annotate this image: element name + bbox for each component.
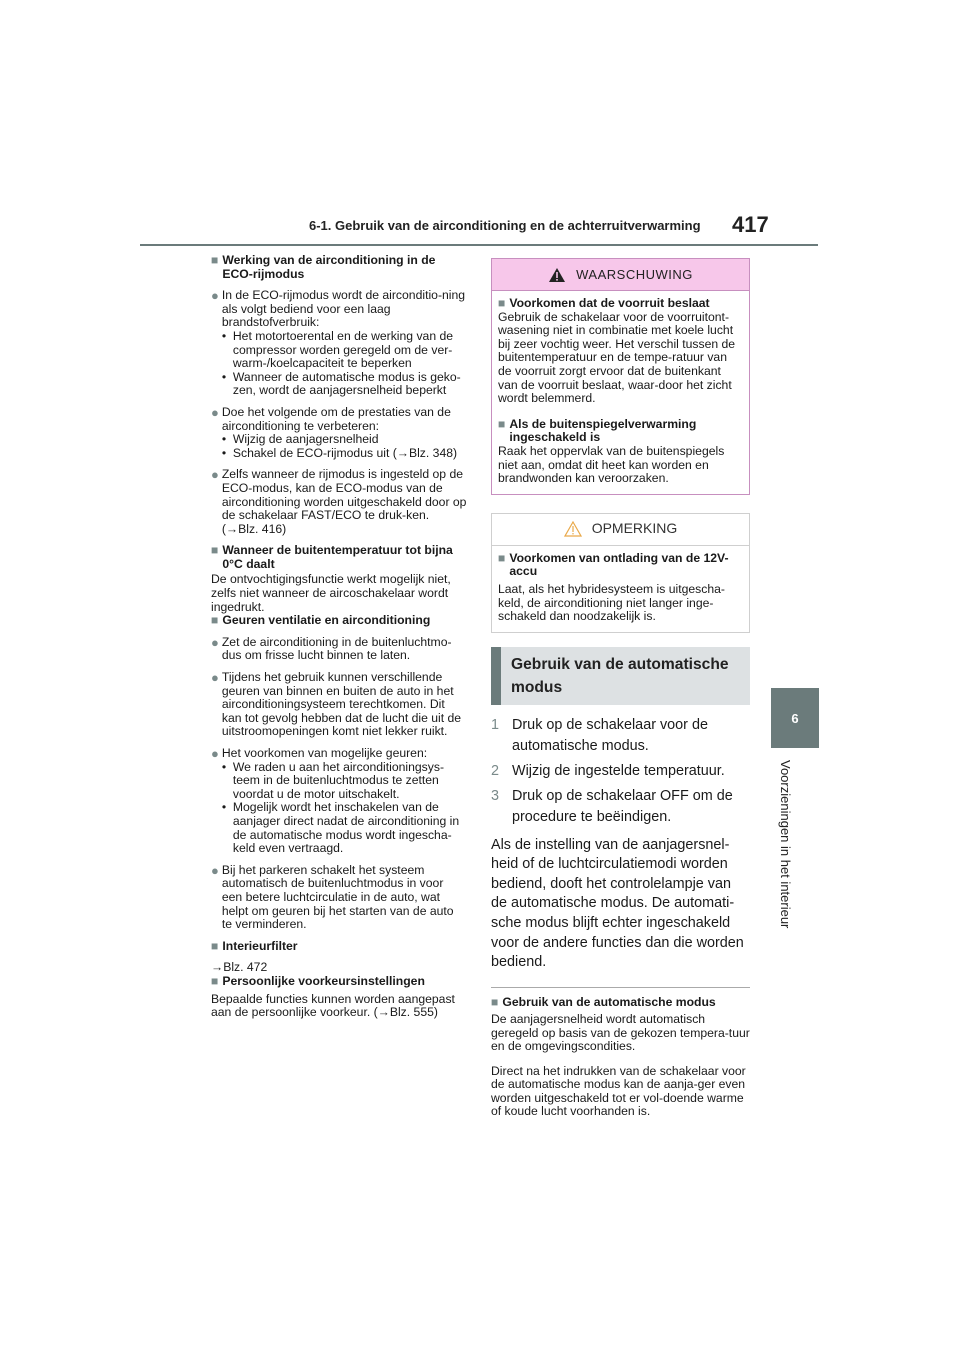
section-title: Gebruik van de automatische modus (491, 647, 750, 705)
step-item (491, 715, 750, 757)
dash-icon: • (221, 432, 227, 447)
sub-heading (491, 996, 750, 1010)
sub-item (222, 371, 467, 398)
heading-text: Geuren ventilatie en airconditioning (222, 613, 431, 628)
square-bullet-icon: ■ (211, 543, 219, 558)
section-heading (211, 975, 467, 989)
warning-header (492, 259, 749, 291)
sub-text: We raden u aan het airconditioningsys-teem in de buitenluchtmodus te zetten voordat u de motor uitschakelt. (232, 759, 445, 801)
header-rule (140, 244, 818, 246)
heading-text: Voorkomen dat de voorruit beslaat (509, 296, 710, 310)
bullet-item (211, 636, 467, 663)
dash-icon: • (221, 445, 227, 460)
dash-icon: • (221, 328, 227, 343)
sub-item (222, 761, 467, 802)
square-bullet-icon: ■ (211, 938, 219, 953)
heading-text: Wanneer de buitentemperatuur tot bijna 0°C daalt (222, 543, 453, 571)
step-item (491, 786, 750, 828)
note-heading (498, 552, 741, 579)
section-heading (211, 614, 467, 628)
heading-text: Interieurfilter (222, 938, 298, 953)
square-bullet-icon: ■ (491, 994, 499, 1009)
sub-item (222, 433, 467, 447)
bullet-item (211, 289, 467, 398)
bullet-item (211, 406, 467, 460)
sub-text: Schakel de ECO-rijmodus uit (→Blz. 348) (232, 445, 458, 460)
bullet-item (211, 671, 467, 739)
body-text: De aanjagersnelheid wordt automatisch geregeld op basis van de gekozen tempera-tuur en de omgevingscondities. (491, 1012, 750, 1053)
note-header (492, 514, 749, 546)
warning-heading (498, 297, 741, 311)
bullet-item (211, 864, 467, 932)
dot-bullet-icon: ● (211, 467, 219, 483)
dot-bullet-icon: ● (211, 404, 219, 420)
square-bullet-icon: ■ (211, 253, 219, 267)
right-column (491, 258, 750, 1124)
warning-text: Gebruik de schakelaar voor de voorruitont-wasening niet in combinatie met koele lucht bij zeer vochtig weer. Het verschil tussen de buitentemperatuur en de tempe-ratuur van de voorruit zorgt ervoor dat de buitenkant van de voorruit beslaat, waar-door het zicht wordt belemmerd. (498, 309, 736, 406)
step-number: 2 (491, 762, 500, 779)
caution-triangle-icon (564, 521, 582, 537)
body-text: Direct na het indrukken van de schakelaar voor de automatische modus kan de aanja-ger even worden uitgeschakeld tot er vol-doende warme of koude lucht voorhanden is. (491, 1064, 746, 1118)
sub-text: Wanneer de automatische modus is geko-zen, wordt de aanjagersnelheid beperkt (232, 369, 461, 398)
chapter-header: 6-1. Gebruik van de airconditioning en de achterruitverwarming (309, 218, 701, 233)
sub-item (222, 447, 467, 461)
body-text: Bepaalde functies kunnen worden aangepast aan de persoonlijke voorkeur. (→Blz. 555) (211, 991, 455, 1020)
heading-text: Gebruik van de automatische modus (502, 994, 716, 1009)
square-bullet-icon: ■ (498, 296, 506, 310)
dash-icon: • (221, 369, 227, 384)
dot-bullet-icon: ● (211, 288, 219, 304)
bullet-text: Tijdens het gebruik kunnen verschillende geuren van binnen en buiten de auto in het airconditioningsysteem terechtkomen. Dit kan tot gevolg hebben dat de lucht die uit de uitstroomopeningen komt niet lekker ruikt. (221, 670, 462, 739)
dot-bullet-icon: ● (211, 670, 219, 686)
warning-heading (498, 418, 741, 445)
sub-item (222, 801, 467, 855)
left-column (211, 254, 467, 1020)
warning-title: WAARSCHUWING (576, 266, 693, 282)
bullet-text: Het voorkomen van mogelijke geuren: (221, 746, 428, 760)
square-bullet-icon: ■ (498, 550, 506, 565)
square-bullet-icon: ■ (498, 416, 506, 431)
bullet-text: Zet de airconditioning in de buitenluchtmo-dus om frisse lucht binnen te laten. (221, 634, 452, 663)
step-text: Druk op de schakelaar voor de automatische modus. (512, 716, 708, 754)
heading-text: Als de buitenspiegelverwarming ingeschakeld is (509, 416, 697, 445)
divider (491, 987, 750, 988)
page-reference: →Blz. 472 (211, 960, 268, 975)
step-text: Wijzig de ingestelde temperatuur. (512, 762, 725, 779)
bullet-text: Doe het volgende om de prestaties van de airconditioning te verbeteren: (221, 404, 451, 433)
bullet-item (211, 747, 467, 856)
dot-bullet-icon: ● (211, 862, 219, 878)
body-paragraph: Als de instelling van de aanjagersnel-heid of de luchtcirculatiemodi worden bediend, dooft het controlelampje van de automatische modus. De automati-sche modus blijft echter ingeschakeld voor de andere functies dan die worden bediend. (491, 836, 744, 971)
dash-icon: • (221, 759, 227, 774)
bullet-text: In de ECO-rijmodus wordt de airconditio-ning als volgt bediend voor een laag brandstofverbruik: (221, 288, 466, 330)
section-heading (211, 254, 467, 281)
warning-box (491, 258, 750, 495)
square-bullet-icon: ■ (211, 973, 219, 988)
body-text: De ontvochtigingsfunctie werkt mogelijk niet, zelfs niet wanneer de aircoschakelaar wordt ingedrukt. (211, 572, 451, 614)
step-text: Druk op de schakelaar OFF om de procedure te beëindigen. (512, 787, 733, 825)
bullet-item (211, 468, 467, 536)
page-number: 417 (732, 212, 769, 237)
sub-item (222, 330, 467, 371)
step-item (491, 761, 750, 782)
bullet-text: Bij het parkeren schakelt het systeem automatisch de buitenluchtmodus in voor een betere luchtcirculatie in de auto, wat helpt om geuren bij het starten van de auto te verminderen. (221, 862, 454, 932)
heading-text: Werking van de airconditioning in de ECO-rijmodus (222, 253, 436, 281)
section-heading (211, 940, 467, 954)
sub-text: Mogelijk wordt het inschakelen van de aanjager direct nadat de airconditioning in de automatische modus wordt ingescha-keld even vertraagd. (232, 800, 460, 856)
dot-bullet-icon: ● (211, 746, 219, 761)
sub-text: Het motortoerental en de werking van de compressor worden geregeld om de ver-warm-/koelcapaciteit te beperken (232, 328, 454, 371)
step-number: 3 (491, 787, 500, 804)
dot-bullet-icon: ● (211, 634, 219, 650)
heading-text: Voorkomen van ontlading van de 12V-accu (509, 550, 729, 579)
chapter-tab: 6 (771, 688, 819, 748)
bullet-text: Zelfs wanneer de rijmodus is ingesteld op de ECO-modus, kan de ECO-modus van de airconditioning worden uitgeschakeld door op de schakelaar FAST/ECO te druk-ken. (→Blz. 416) (221, 467, 467, 536)
section-heading (211, 544, 467, 571)
chapter-tab-label: Voorzieningen in het interieur (778, 760, 793, 929)
heading-text: Persoonlijke voorkeursinstellingen (222, 973, 425, 988)
square-bullet-icon: ■ (211, 613, 219, 628)
dash-icon: • (221, 800, 227, 815)
warning-triangle-icon (548, 267, 566, 283)
note-box (491, 513, 750, 633)
warning-text: Raak het oppervlak van de buitenspiegels niet aan, omdat dit heet kan worden en brandwonden kan veroorzaken. (498, 443, 725, 486)
sub-text: Wijzig de aanjagersnelheid (232, 432, 379, 447)
note-title: OPMERKING (591, 520, 678, 537)
note-text: Laat, als het hybridesysteem is uitgescha-keld, de airconditioning niet langer inge-schakeld dan noodzakelijk is. (498, 581, 725, 624)
step-number: 1 (491, 716, 500, 733)
